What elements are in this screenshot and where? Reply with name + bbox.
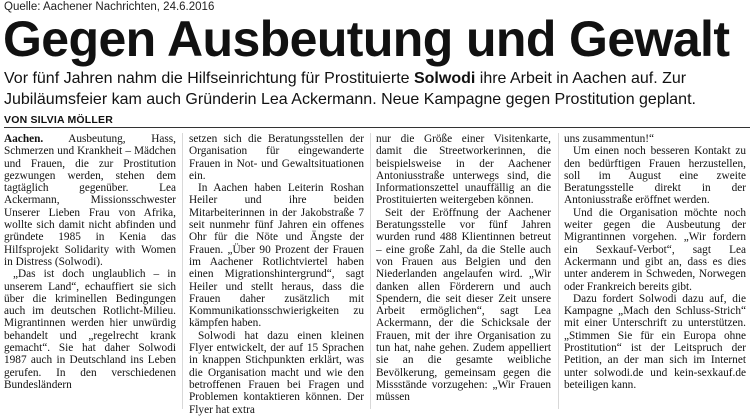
paragraph: nur die Größe einer Visitenkarte, damit die Streetworkerinnen, die beispielsweise in der Aachener Antoniusstraße unterwegs sind, die Informationszettel unauffällig an die Prostituierten weitergeben können.	[376, 133, 551, 207]
paragraph: Und die Organisation möchte noch weiter gegen die Ausbeutung der Migrantinnen vorgehen. „Wir fordern ein Sexkauf-Verbot“, sagt Lea Ackermann und gibt an, dass es dies unter anderem in Schweden, Norwegen oder Frankreich bereits gibt.	[564, 206, 746, 293]
paragraph-text: Ausbeutung, Hass, Schmerzen und Krankheit – Mädchen und Frauen, die zur Prostitution gezwungen werden, stehen dem tagtäglich gegenüber. Lea Ackermann, Missionsschwester Unserer Lieben Frau von Afrika, wollte sich damit nicht abfinden und gründete 1985 in Kenia das Hilfsprojekt Solidarity with Women in Distress (Solwodi).	[4, 133, 176, 268]
headline: Gegen Ausbeutung und Gewalt	[3, 11, 730, 67]
subhead-text-start: Vor fünf Jahren nahm die Hilfseinrichtung für Prostituierte	[4, 70, 414, 87]
paragraph: Um einen noch besseren Kontakt zu den bedürftigen Frauen herzustellen, soll im August eine zweite Beratungsstelle direkt in der Antoniusstraße eröffnet werden.	[564, 145, 746, 207]
paragraph: „Das ist doch unglaublich – in unserem Land“, echauffiert sie sich über die kriminellen Bedingungen auch im deutschen Rotlicht-Milieu. Migrantinnen werden hier unwürdig behandelt und „regelrecht krank gemacht“. Sie hat daher Solwodi 1987 auch in Deutschland ins Leben gerufen. In den verschiedenen Bundesländern	[4, 268, 176, 391]
paragraph: Seit der Eröffnung der Aachener Beratungsstelle vor fünf Jahren wurden rund 488 Klientinnen betreut – eine große Zahl, da die Stelle auch von Frauen aus Belgien und den Niederlanden angelaufen wird. „Wir danken allen Förderern und auch Spendern, die seit dieser Zeit unsere Arbeit ermöglichen“, sagt Lea Ackermann, der die Schicksale der Frauen, mit der ihre Organisation zu tun hat, nahe gehen. Zudem appelliert sie an die gesamte weibliche Bevölkerung, gemeinsam gegen die Missstände vorzugehen: „Wir Frauen müssen	[376, 206, 551, 404]
paragraph: Solwodi hat dazu einen kleinen Flyer entwickelt, der auf 15 Sprachen in knappen Stichpunkten erklärt, was die Organisation macht und wie den betroffenen Frauen bei Fragen und Problemen kontaktieren können. Der Flyer hat extra	[189, 329, 364, 416]
byline: VON SILVIA MÖLLER	[4, 114, 113, 126]
subheadline	[4, 68, 748, 110]
column-divider	[370, 133, 371, 409]
paragraph	[4, 133, 176, 268]
paragraph: setzen sich die Beratungsstellen der Organisation für eingewanderte Frauen in Not- und Gewaltsituationen ein.	[189, 133, 364, 182]
column-divider	[182, 133, 183, 409]
paragraph: Dazu fordert Solwodi dazu auf, die Kampagne „Mach den Schluss-Strich“ mit einer Unterschrift zu unterstützen. „Stimmen Sie für ein Europa ohne Prostitution“ ist der Leitspruch der Petition, an der man sich im Internet unter solwodi.de und kein-sexkauf.de beteiligen kann.	[564, 292, 746, 391]
article-column-3	[376, 133, 551, 409]
byline-bar	[4, 112, 750, 128]
paragraph: In Aachen haben Leiterin Roshan Heiler und ihre beiden Mitarbeiterinnen in der Jakobstraße 7 seit nunmehr fünf Jahren ein offenes Ohr für die Nöte und Ängste der Frauen. „Über 90 Prozent der Frauen im Aachener Rotlichtviertel haben einen Migrationshintergrund“, sagt Heiler und stellt heraus, dass die Frauen daher zusätzlich mit Kommunikationsschwierigkeiten zu kämpfen haben.	[189, 182, 364, 330]
article-column-2	[189, 133, 364, 416]
dateline-place: Aachen.	[4, 133, 44, 145]
article-column-1	[4, 133, 176, 409]
source-line: Quelle: Aachener Nachrichten, 24.6.2016	[4, 1, 215, 13]
paragraph: uns zusammentun!“	[564, 133, 655, 145]
subhead-text-end: ihre Arbeit in Aachen auf. Zur Jubiläumsfeier kam auch Gründerin Lea Ackermann. Neue Kampagne gegen Prostitution geplant.	[4, 70, 696, 108]
article-column-4	[564, 133, 746, 409]
column-divider	[558, 133, 559, 409]
subhead-organization: Solwodi	[413, 70, 476, 87]
